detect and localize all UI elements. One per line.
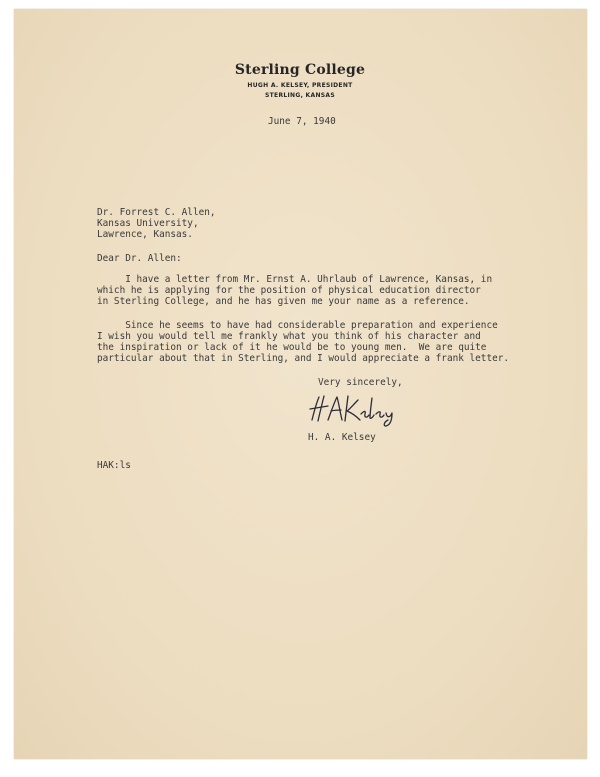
- letterhead-president: HUGH A. KELSEY, PRESIDENT: [247, 82, 353, 89]
- paragraph-1-line-1: I have a letter from Mr. Ernst A. Uhrlaub of Lawrence, Kansas, in: [97, 274, 493, 285]
- letterhead-location: STERLING, KANSAS: [265, 92, 335, 99]
- paragraph-1-line-3: in Sterling College, and he has given me your name as a reference.: [97, 296, 470, 307]
- closing: Very sincerely,: [318, 377, 403, 388]
- paragraph-2-line-2: I wish you would tell me frankly what you think of his character and: [97, 331, 481, 342]
- letterhead-institution: Sterling College: [234, 62, 366, 78]
- paragraph-2-line-1: Since he seems to have had considerable preparation and experience: [97, 320, 498, 331]
- handwritten-signature: [306, 392, 402, 428]
- typed-name: H. A. Kelsey: [308, 432, 376, 443]
- recipient-org: Kansas University,: [97, 218, 199, 229]
- paragraph-2-line-3: the inspiration or lack of it he would be to young men. We are quite: [97, 342, 487, 353]
- letter-date: June 7, 1940: [268, 116, 336, 127]
- recipient-name: Dr. Forrest C. Allen,: [97, 207, 216, 218]
- recipient-city: Lawrence, Kansas.: [97, 229, 193, 240]
- reference-initials: HAK:ls: [97, 460, 131, 471]
- paragraph-1-line-2: which he is applying for the position of physical education director: [97, 285, 481, 296]
- salutation: Dear Dr. Allen:: [97, 253, 182, 264]
- paragraph-2-line-4: particular about that in Sterling, and I would appreciate a frank letter.: [97, 353, 510, 364]
